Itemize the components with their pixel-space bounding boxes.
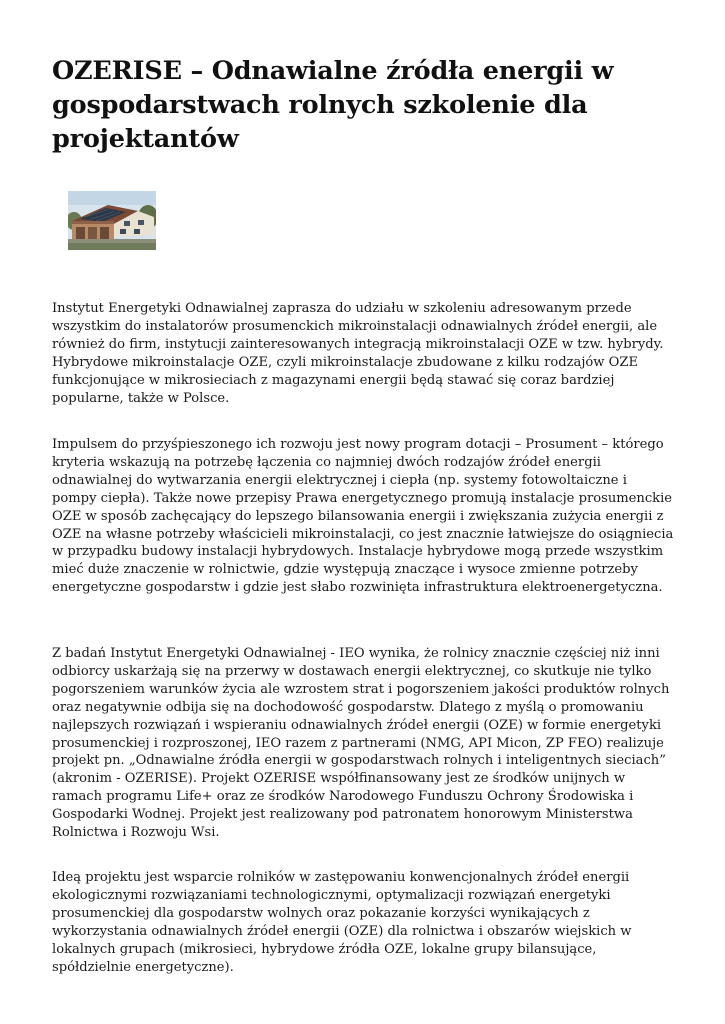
article xyxy=(52,54,674,156)
paragraph: Instytut Energetyki Odnawialnej zaprasza do udziału w szkoleniu adresowanym przede wszystkim do instalatorów prosumenckich mikroinstalacji odnawialnych źródeł energii, ale również do firm, instytucji zainteresowanych integracją mikroinstalacji OZE w tzw. hybrydy. Hybrydowe mikroinstalacje OZE, czyli mikroinstalacje zbudowane z kilku rodzajów OZE funkcjonujące w mikrosieciach z magazynami energii będą stawać się coraz bardziej popularne, także w Polsce. xyxy=(52,301,664,406)
page-title: OZERISE – Odnawialne źródła energii w gospodarstwach rolnych szkolenie dla projektantów xyxy=(52,56,614,154)
paragraph: Z badań Instytut Energetyki Odnawialnej - IEO wynika, że rolnicy znacznie częściej niż inni odbiorcy uskarżają się na przerwy w dostawach energii elektrycznej, co skutkuje nie tylko pogorszeniem warunków życia ale wzrostem strat i pogorszeniem jakości produktów rolnych oraz negatywnie odbija się na dochodowość gospodarstw. Dlatego z myślą o promowaniu najlepszych rozwiązań i wspieraniu odnawialnych źródeł energii (OZE) w formie energetyki prosumenckiej i rozproszonej, IEO razem z partnerami (NMG, API Micon, ZP FEO) realizuje projekt pn. „Odnawialne źródła energii w gospodarstwach rolnych i inteligentnych sieciach” (akronim - OZERISE). Projekt OZERISE współfinansowany jest ze środków unijnych w ramach programu Life+ oraz ze środków Narodowego Funduszu Ochrony Środowiska i Gospodarki Wodnej. Projekt jest realizowany pod patronatem honorowym Ministerstwa Rolnictwa i Rozwoju Wsi. xyxy=(52,646,670,841)
paragraph: Ideą projektu jest wsparcie rolników w zastępowaniu konwencjonalnych źródeł energii ekologicznymi rozwiązaniami technologicznymi, optymalizacji rozwiązań energetyki prosumenckiej dla gospodarstw wolnych oraz pokazanie korzyści wynikających z wykorzystania odnawialnych źródeł energii (OZE) dla rolnictwa i obszarów wiejskich w lokalnych grupach (mikrosieci, hybrydowe źródła OZE, lokalne grupy bilansujące, spółdzielnie energetyczne). xyxy=(52,870,632,975)
house-with-solar-panels-photo xyxy=(68,191,156,250)
paragraph: Impulsem do przyśpieszonego ich rozwoju jest nowy program dotacji – Prosument – którego kryteria wskazują na potrzebę łączenia co najmniej dwóch rodzajów źródeł energii odnawialnej do wytwarzania energii elektrycznej i ciepła (np. systemy fotowoltaiczne i pompy ciepła). Także nowe przepisy Prawa energetycznego promują instalacje prosumenckie OZE w sposób zachęcający do lepszego bilansowania energii i zwiększania zużycia energii z OZE na własne potrzeby właścicieli mikroinstalacji, co jest znacznie łatwiejsze do osiągniecia w przypadku budowy instalacji hybrydowych. Instalacje hybrydowe mogą przede wszystkim mieć duże znaczenie w rolnictwie, gdzie występują znaczące i wysoce zmienne potrzeby energetyczne gospodarstw i gdzie jest słabo rozwinięta infrastruktura elektroenergetyczna. xyxy=(52,437,674,596)
article-image xyxy=(68,191,156,250)
